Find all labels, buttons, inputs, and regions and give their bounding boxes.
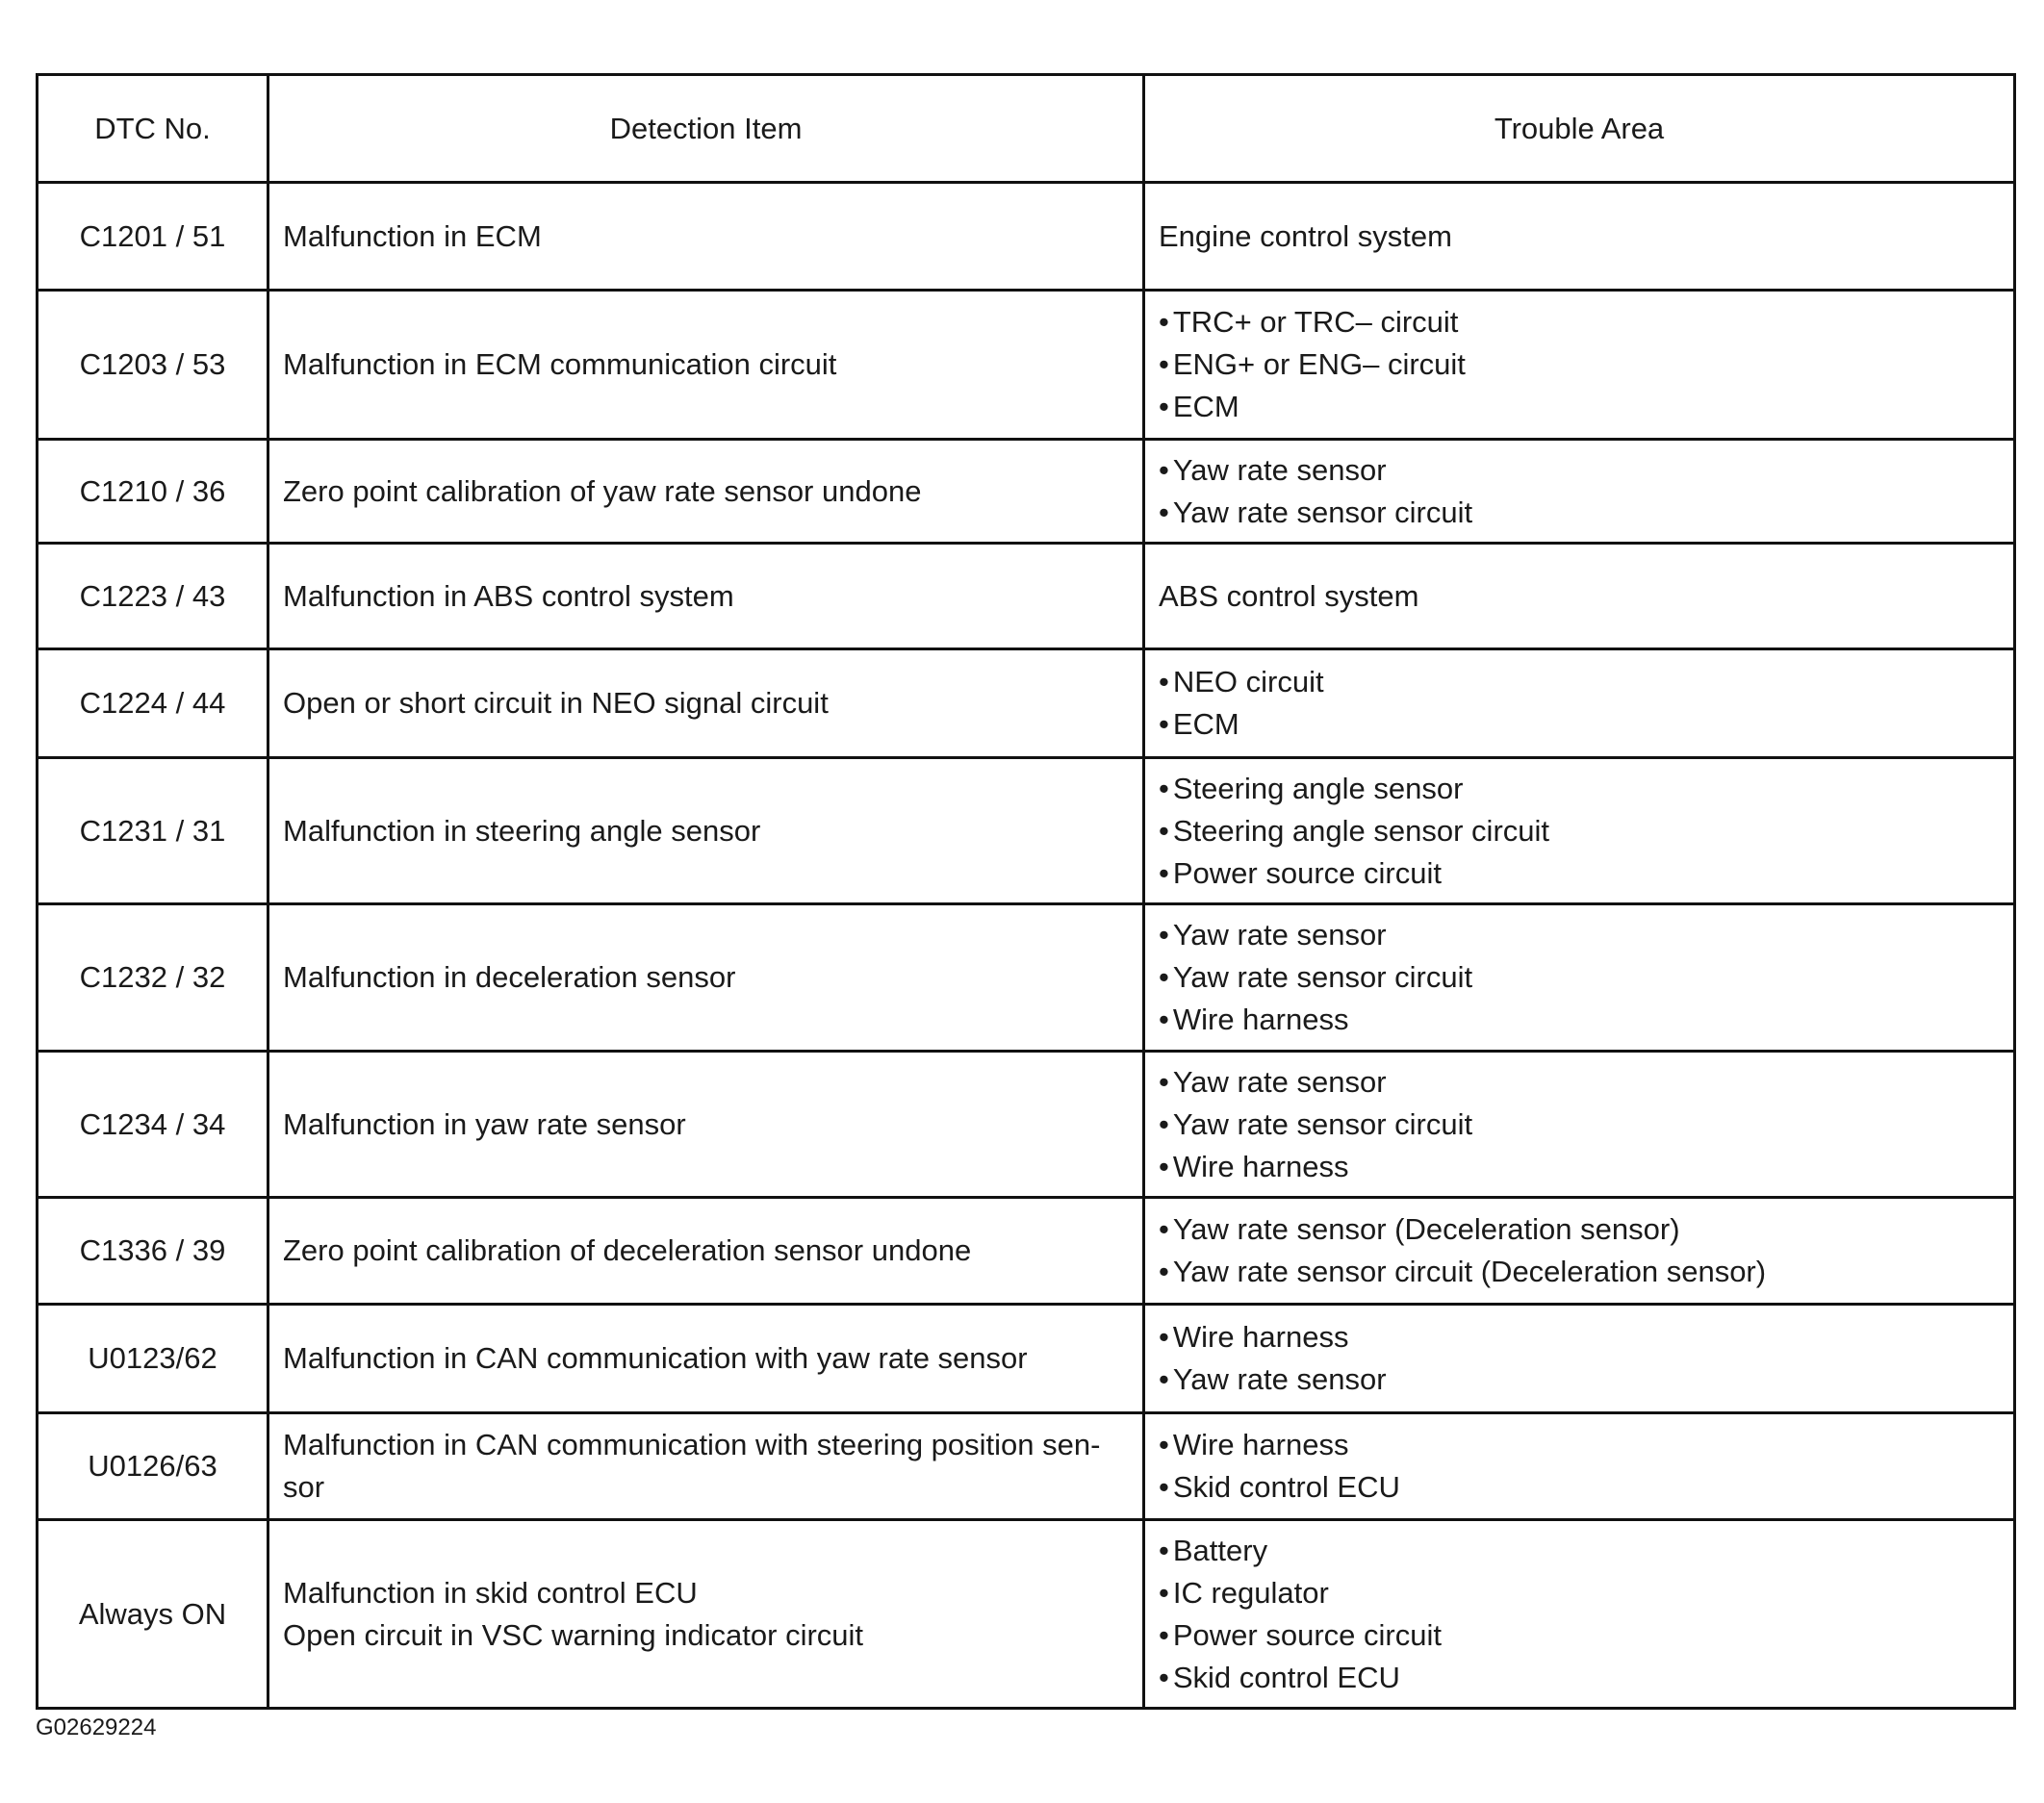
trouble-area-bullet: • Power source circuit <box>1159 852 2000 895</box>
detection-item-line: Malfunction in ECM communication circuit <box>283 347 837 381</box>
trouble-area-bullet: • Yaw rate sensor (Deceleration sensor) <box>1159 1208 2000 1251</box>
trouble-area-cell <box>1144 1520 2015 1709</box>
trouble-area-bullet: • Wire harness <box>1159 1424 2000 1466</box>
trouble-area-cell <box>1144 1305 2015 1413</box>
detection-item-cell <box>268 1052 1144 1198</box>
trouble-area-bullet: • Steering angle sensor <box>1159 768 2000 810</box>
dtc-code-cell: C1232 / 32 <box>38 904 268 1052</box>
figure-id-label: G02629224 <box>36 1714 157 1740</box>
detection-item-line: Open or short circuit in NEO signal circuit <box>283 686 829 720</box>
trouble-area-list <box>1159 661 2000 746</box>
header-row <box>38 75 2015 183</box>
table-row <box>38 758 2015 904</box>
trouble-area-list <box>1159 1424 2000 1509</box>
detection-item-cell <box>268 440 1144 544</box>
trouble-area-bullet: • Wire harness <box>1159 1146 2000 1188</box>
header-trouble-area: Trouble Area <box>1144 75 2015 183</box>
trouble-area-cell <box>1144 291 2015 440</box>
trouble-area-bullet: • Yaw rate sensor circuit <box>1159 1104 2000 1146</box>
table-body <box>38 183 2015 1709</box>
trouble-area-cell <box>1144 1052 2015 1198</box>
trouble-area-cell <box>1144 544 2015 649</box>
table-row <box>38 1198 2015 1305</box>
table-row <box>38 904 2015 1052</box>
trouble-area-bullet: • Yaw rate sensor <box>1159 1061 2000 1104</box>
trouble-area-list <box>1159 449 2000 534</box>
trouble-area-list <box>1159 914 2000 1041</box>
detection-item-cell <box>268 1198 1144 1305</box>
table-row <box>38 1052 2015 1198</box>
table-row <box>38 291 2015 440</box>
dtc-code-cell: U0123/62 <box>38 1305 268 1413</box>
trouble-area-text: ABS control system <box>1159 578 1419 613</box>
trouble-area-bullet: • ECM <box>1159 386 2000 428</box>
detection-item-line: Open circuit in VSC warning indicator circuit <box>283 1617 864 1652</box>
trouble-area-cell <box>1144 440 2015 544</box>
trouble-area-bullet: • NEO circuit <box>1159 661 2000 703</box>
trouble-area-cell <box>1144 1413 2015 1520</box>
trouble-area-bullet: • Yaw rate sensor circuit <box>1159 956 2000 999</box>
trouble-area-list <box>1159 1530 2000 1699</box>
trouble-area-bullet: • Battery <box>1159 1530 2000 1572</box>
trouble-area-cell <box>1144 183 2015 291</box>
trouble-area-list <box>1159 1061 2000 1188</box>
detection-item-line: Malfunction in deceleration sensor <box>283 960 736 994</box>
table-header <box>38 75 2015 183</box>
trouble-area-bullet: • TRC+ or TRC– circuit <box>1159 301 2000 343</box>
detection-item-line: Malfunction in steering angle sensor <box>283 813 761 848</box>
trouble-area-bullet: • Yaw rate sensor <box>1159 1359 2000 1401</box>
trouble-area-cell <box>1144 649 2015 758</box>
dtc-code-cell: C1210 / 36 <box>38 440 268 544</box>
detection-item-cell <box>268 1305 1144 1413</box>
detection-item-line: Zero point calibration of deceleration sensor undone <box>283 1233 972 1267</box>
dtc-code-cell: C1234 / 34 <box>38 1052 268 1198</box>
detection-item-cell <box>268 291 1144 440</box>
detection-item-line: Malfunction in CAN communication with yaw rate sensor <box>283 1341 1028 1375</box>
detection-item-cell <box>268 1413 1144 1520</box>
dtc-table <box>36 73 2016 1710</box>
trouble-area-bullet: • ECM <box>1159 703 2000 746</box>
detection-item-cell <box>268 904 1144 1052</box>
trouble-area-bullet: • Wire harness <box>1159 1316 2000 1359</box>
header-detection-item: Detection Item <box>268 75 1144 183</box>
detection-item-cell <box>268 183 1144 291</box>
dtc-code-cell: C1223 / 43 <box>38 544 268 649</box>
trouble-area-bullet: • Power source circuit <box>1159 1614 2000 1657</box>
trouble-area-cell <box>1144 758 2015 904</box>
detection-item-cell <box>268 649 1144 758</box>
trouble-area-cell <box>1144 904 2015 1052</box>
trouble-area-list <box>1159 301 2000 428</box>
trouble-area-bullet: • Yaw rate sensor circuit (Deceleration sensor) <box>1159 1251 2000 1293</box>
detection-item-line: Malfunction in ABS control system <box>283 578 734 613</box>
detection-item-cell <box>268 1520 1144 1709</box>
detection-item-cell <box>268 544 1144 649</box>
table-row <box>38 1520 2015 1709</box>
trouble-area-bullet: • Wire harness <box>1159 999 2000 1041</box>
trouble-area-bullet: • IC regulator <box>1159 1572 2000 1614</box>
dtc-code-cell: C1203 / 53 <box>38 291 268 440</box>
dtc-code-cell: C1201 / 51 <box>38 183 268 291</box>
trouble-area-text: Engine control system <box>1159 218 1452 253</box>
table-row <box>38 649 2015 758</box>
header-dtc-no: DTC No. <box>38 75 268 183</box>
table-row <box>38 1305 2015 1413</box>
table-row <box>38 1413 2015 1520</box>
trouble-area-bullet: • Yaw rate sensor <box>1159 914 2000 956</box>
trouble-area-bullet: • ENG+ or ENG– circuit <box>1159 343 2000 386</box>
detection-item-line: Malfunction in CAN communication with steering position sen- <box>283 1428 1101 1461</box>
detection-item-line: Zero point calibration of yaw rate sensor undone <box>283 473 922 508</box>
table-row <box>38 544 2015 649</box>
trouble-area-list <box>1159 768 2000 895</box>
detection-item-line: Malfunction in yaw rate sensor <box>283 1106 686 1141</box>
dtc-code-cell: Always ON <box>38 1520 268 1709</box>
trouble-area-bullet: • Steering angle sensor circuit <box>1159 810 2000 852</box>
dtc-code-cell: U0126/63 <box>38 1413 268 1520</box>
detection-item-cell <box>268 758 1144 904</box>
trouble-area-list <box>1159 1208 2000 1293</box>
trouble-area-bullet: • Yaw rate sensor <box>1159 449 2000 492</box>
trouble-area-bullet: • Yaw rate sensor circuit <box>1159 492 2000 534</box>
detection-item-line: Malfunction in skid control ECU <box>283 1575 698 1610</box>
table-row <box>38 440 2015 544</box>
trouble-area-cell <box>1144 1198 2015 1305</box>
table-row <box>38 183 2015 291</box>
dtc-code-cell: C1231 / 31 <box>38 758 268 904</box>
dtc-code-cell: C1224 / 44 <box>38 649 268 758</box>
trouble-area-list <box>1159 1316 2000 1401</box>
detection-item-line: Malfunction in ECM <box>283 218 542 253</box>
trouble-area-bullet: • Skid control ECU <box>1159 1466 2000 1509</box>
dtc-code-cell: C1336 / 39 <box>38 1198 268 1305</box>
detection-item-line: sor <box>283 1470 325 1504</box>
trouble-area-bullet: • Skid control ECU <box>1159 1657 2000 1699</box>
